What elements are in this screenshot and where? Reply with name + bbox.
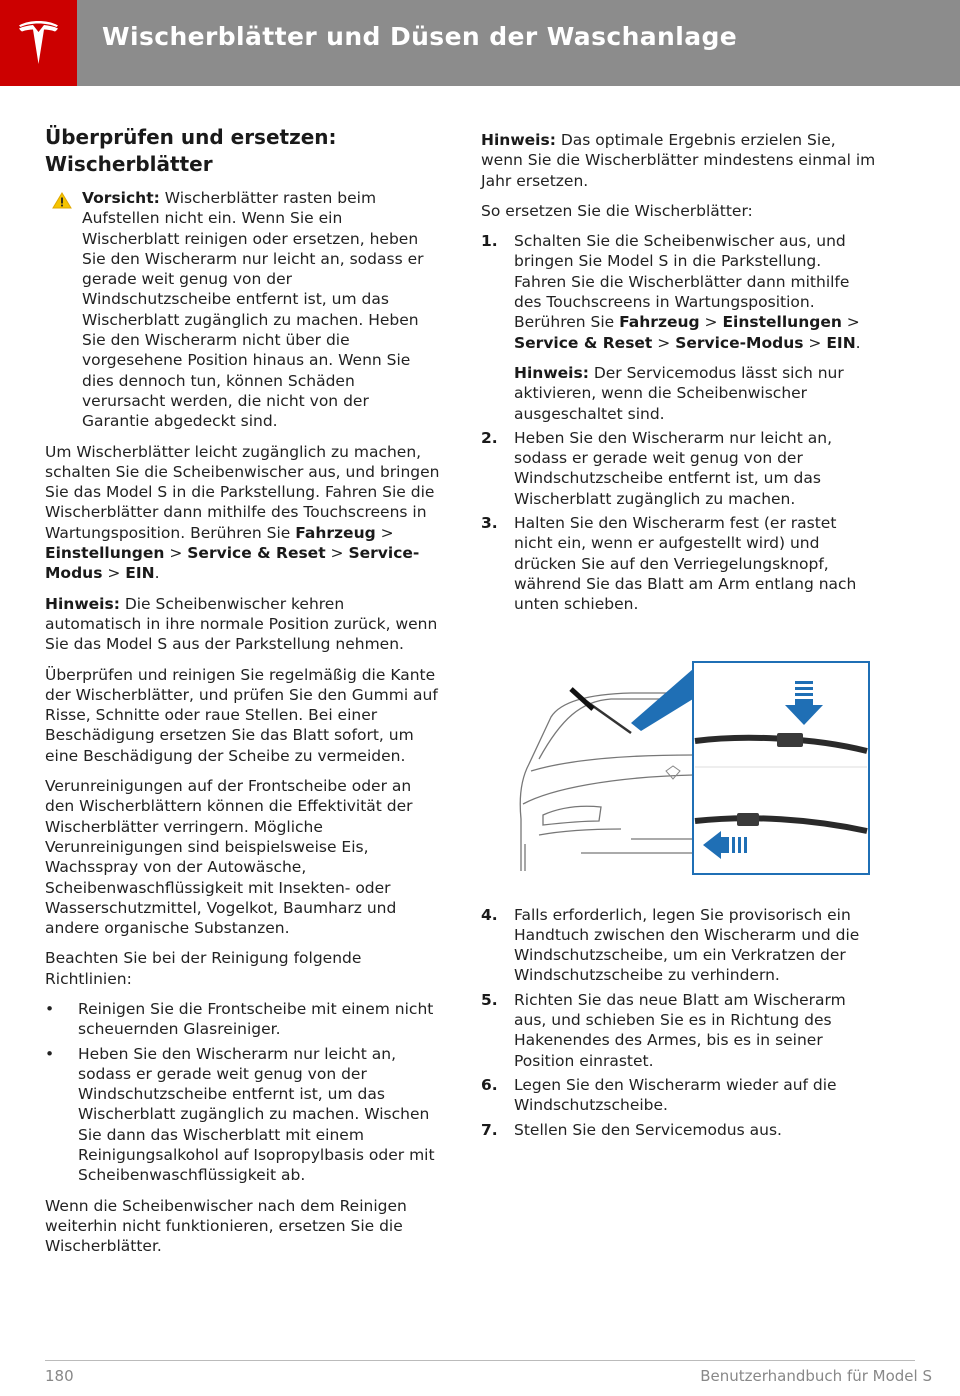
section-title: Überprüfen und ersetzen: Wischerblätter: [45, 125, 337, 176]
list-item: • Heben Sie den Wischerarm nur leicht an, sodass er gerade weit genug von der Windschutzscheibe entfernt ist, um das Wischerblatt zugänglich zu machen. Wischen Sie dann das Wischerblatt mit einem Reinigungsalkohol auf Isopropylbasis oder mit Scheibenwaschflüssigkeit ab.: [45, 1044, 435, 1185]
menu-path-settings: Einstellungen: [722, 313, 842, 332]
step-item: 4. Falls erforderlich, legen Sie provisorisch ein Handtuch zwischen den Wischerarm und die Windschutzscheibe, um ein Verkratzen der Windschutzscheibe zu verhindern.: [481, 905, 860, 985]
page-number: 180: [45, 1367, 74, 1385]
manual-title: Benutzerhandbuch für Model S: [700, 1367, 932, 1385]
warning-icon: [52, 192, 72, 209]
right-column: [481, 130, 876, 1144]
steps-list-b: [481, 905, 876, 1140]
left-column: [45, 124, 440, 1267]
bullet-icon: •: [45, 1044, 55, 1063]
steps-list-a: [481, 231, 876, 614]
menu-path-on: EIN: [826, 333, 856, 352]
step-item: 5. Richten Sie das neue Blatt am Wischerarm aus, und schieben Sie es in Richtung des Hakenendes des Armes, bis es in seiner Position einrastet.: [481, 990, 846, 1070]
list-item: • Reinigen Sie die Frontscheibe mit einem nicht scheuernden Glasreiniger.: [45, 999, 434, 1039]
step-item: 6. Legen Sie den Wischerarm wieder auf die Windschutzscheibe.: [481, 1075, 837, 1115]
caution-label: Vorsicht:: [82, 189, 160, 207]
steps-intro: So ersetzen Sie die Wischerblätter:: [481, 201, 753, 220]
contamination-paragraph: Verunreinigungen auf der Frontscheibe oder an den Wischerblättern können die Effektivität der Wischerblätter verringern. Mögliche Verunreinigungen sind beispielsweise Eis, Wachsspray von der Autowäsche, Scheibenwaschflüssigkeit mit Insekten- oder Wasserschutzmittel, Vogelkot, Baumharz und andere organische Substanzen.: [45, 777, 413, 938]
menu-path-service-mode: Service-Modus: [45, 544, 420, 583]
car-wiper-illustration: [481, 639, 871, 877]
brand-logo: [0, 0, 77, 86]
menu-path-vehicle: Fahrzeug: [619, 313, 700, 332]
step-note: Hinweis: Der Servicemodus lässt sich nur aktivieren, wenn die Scheibenwischer ausgeschaltet sind.: [514, 363, 844, 423]
step-item: 7. Stellen Sie den Servicemodus aus.: [481, 1120, 782, 1139]
wiper-replacement-illustration: [481, 639, 871, 877]
note-paragraph: Hinweis: Die Scheibenwischer kehren automatisch in ihre normale Position zurück, wenn Sie das Model S aus der Parkstellung nehmen.: [45, 594, 438, 654]
menu-path-service-reset: Service & Reset: [514, 333, 653, 352]
footer-divider: [45, 1360, 915, 1361]
menu-path-settings: Einstellungen: [45, 544, 165, 563]
step-item: 1. Schalten Sie die Scheibenwischer aus, und bringen Sie Model S in die Parkstellung. Fahren Sie die Wischerblätter dann mithilfe des Touchscreens in Wartungsposition. Berühren Sie Fahrzeug > Einstellungen > Service & Reset > Service-Modus > EIN. Hinweis: Der Servicemodus lässt sich nur aktivieren, wenn die Scheibenwischer ausgeschaltet sind.: [481, 231, 876, 424]
menu-path-on: EIN: [125, 564, 155, 583]
interval-note: Hinweis: Das optimale Ergebnis erzielen Sie, wenn Sie die Wischerblätter mindestens einmal im Jahr ersetzen.: [481, 131, 876, 190]
note-label: Hinweis:: [481, 131, 556, 149]
step-item: 3. Halten Sie den Wischerarm fest (er rastet nicht ein, wenn er aufgestellt wird) und drücken Sie auf den Verriegelungsknopf, während Sie das Blatt am Arm entlang nach unten schieben.: [481, 514, 857, 614]
caution-notice: [45, 188, 440, 432]
tesla-logo-icon: [16, 18, 61, 68]
inspect-paragraph: Überprüfen und reinigen Sie regelmäßig die Kante der Wischerblätter, und prüfen Sie den Gummi auf Risse, Schnitte oder raue Stellen. Bei einer Beschädigung ersetzen Sie das Blatt sofort, um eine Beschädigung der Scheibe zu vermeiden.: [45, 665, 438, 765]
bullet-icon: •: [45, 999, 55, 1018]
menu-path-service-mode: Service-Modus: [675, 333, 804, 352]
access-paragraph: Um Wischerblätter leicht zugänglich zu machen, schalten Sie die Scheibenwischer aus, und bringen Sie das Model S in die Parkstellung. Fahren Sie die Wischerblätter dann mithilfe des Touchscreens in Wartungsposition. Berühren Sie Fahrzeug > Einstellungen > Service & Reset > Service-Modus > EIN.: [45, 442, 440, 583]
page-header: [0, 0, 960, 86]
callout-pointer: [631, 669, 693, 731]
guidelines-intro: Beachten Sie bei der Reinigung folgende Richtlinien:: [45, 949, 362, 988]
car-front-drawing: [520, 693, 696, 871]
replace-paragraph: Wenn die Scheibenwischer nach dem Reinigen weiterhin nicht funktionieren, ersetzen Sie die Wischerblätter.: [45, 1196, 407, 1256]
step-item: 2. Heben Sie den Wischerarm nur leicht an, sodass er gerade weit genug von der Windschutzscheibe entfernt ist, um das Wischerblatt zugänglich zu machen.: [481, 428, 832, 508]
note-label: Hinweis:: [45, 594, 120, 613]
guidelines-list: [45, 999, 440, 1186]
menu-path-service-reset: Service & Reset: [187, 544, 326, 563]
chapter-title: Wischerblätter und Düsen der Waschanlage: [102, 22, 738, 51]
caution-text: Wischerblätter rasten beim Aufstellen nicht ein. Wenn Sie ein Wischerblatt reinigen oder ersetzen, heben Sie den Wischerarm nur leicht an, sodass er gerade weit genug von der Windschutzscheibe entfernt ist, um das Wischerblatt zugänglich zu machen. Heben Sie den Wischerarm nicht über die vorgesehene Position hinaus an. Wenn Sie dies dennoch tun, können Schäden verursacht werden, die nicht von der Garantie abgedeckt sind.: [82, 189, 424, 431]
menu-path-vehicle: Fahrzeug: [295, 523, 376, 542]
